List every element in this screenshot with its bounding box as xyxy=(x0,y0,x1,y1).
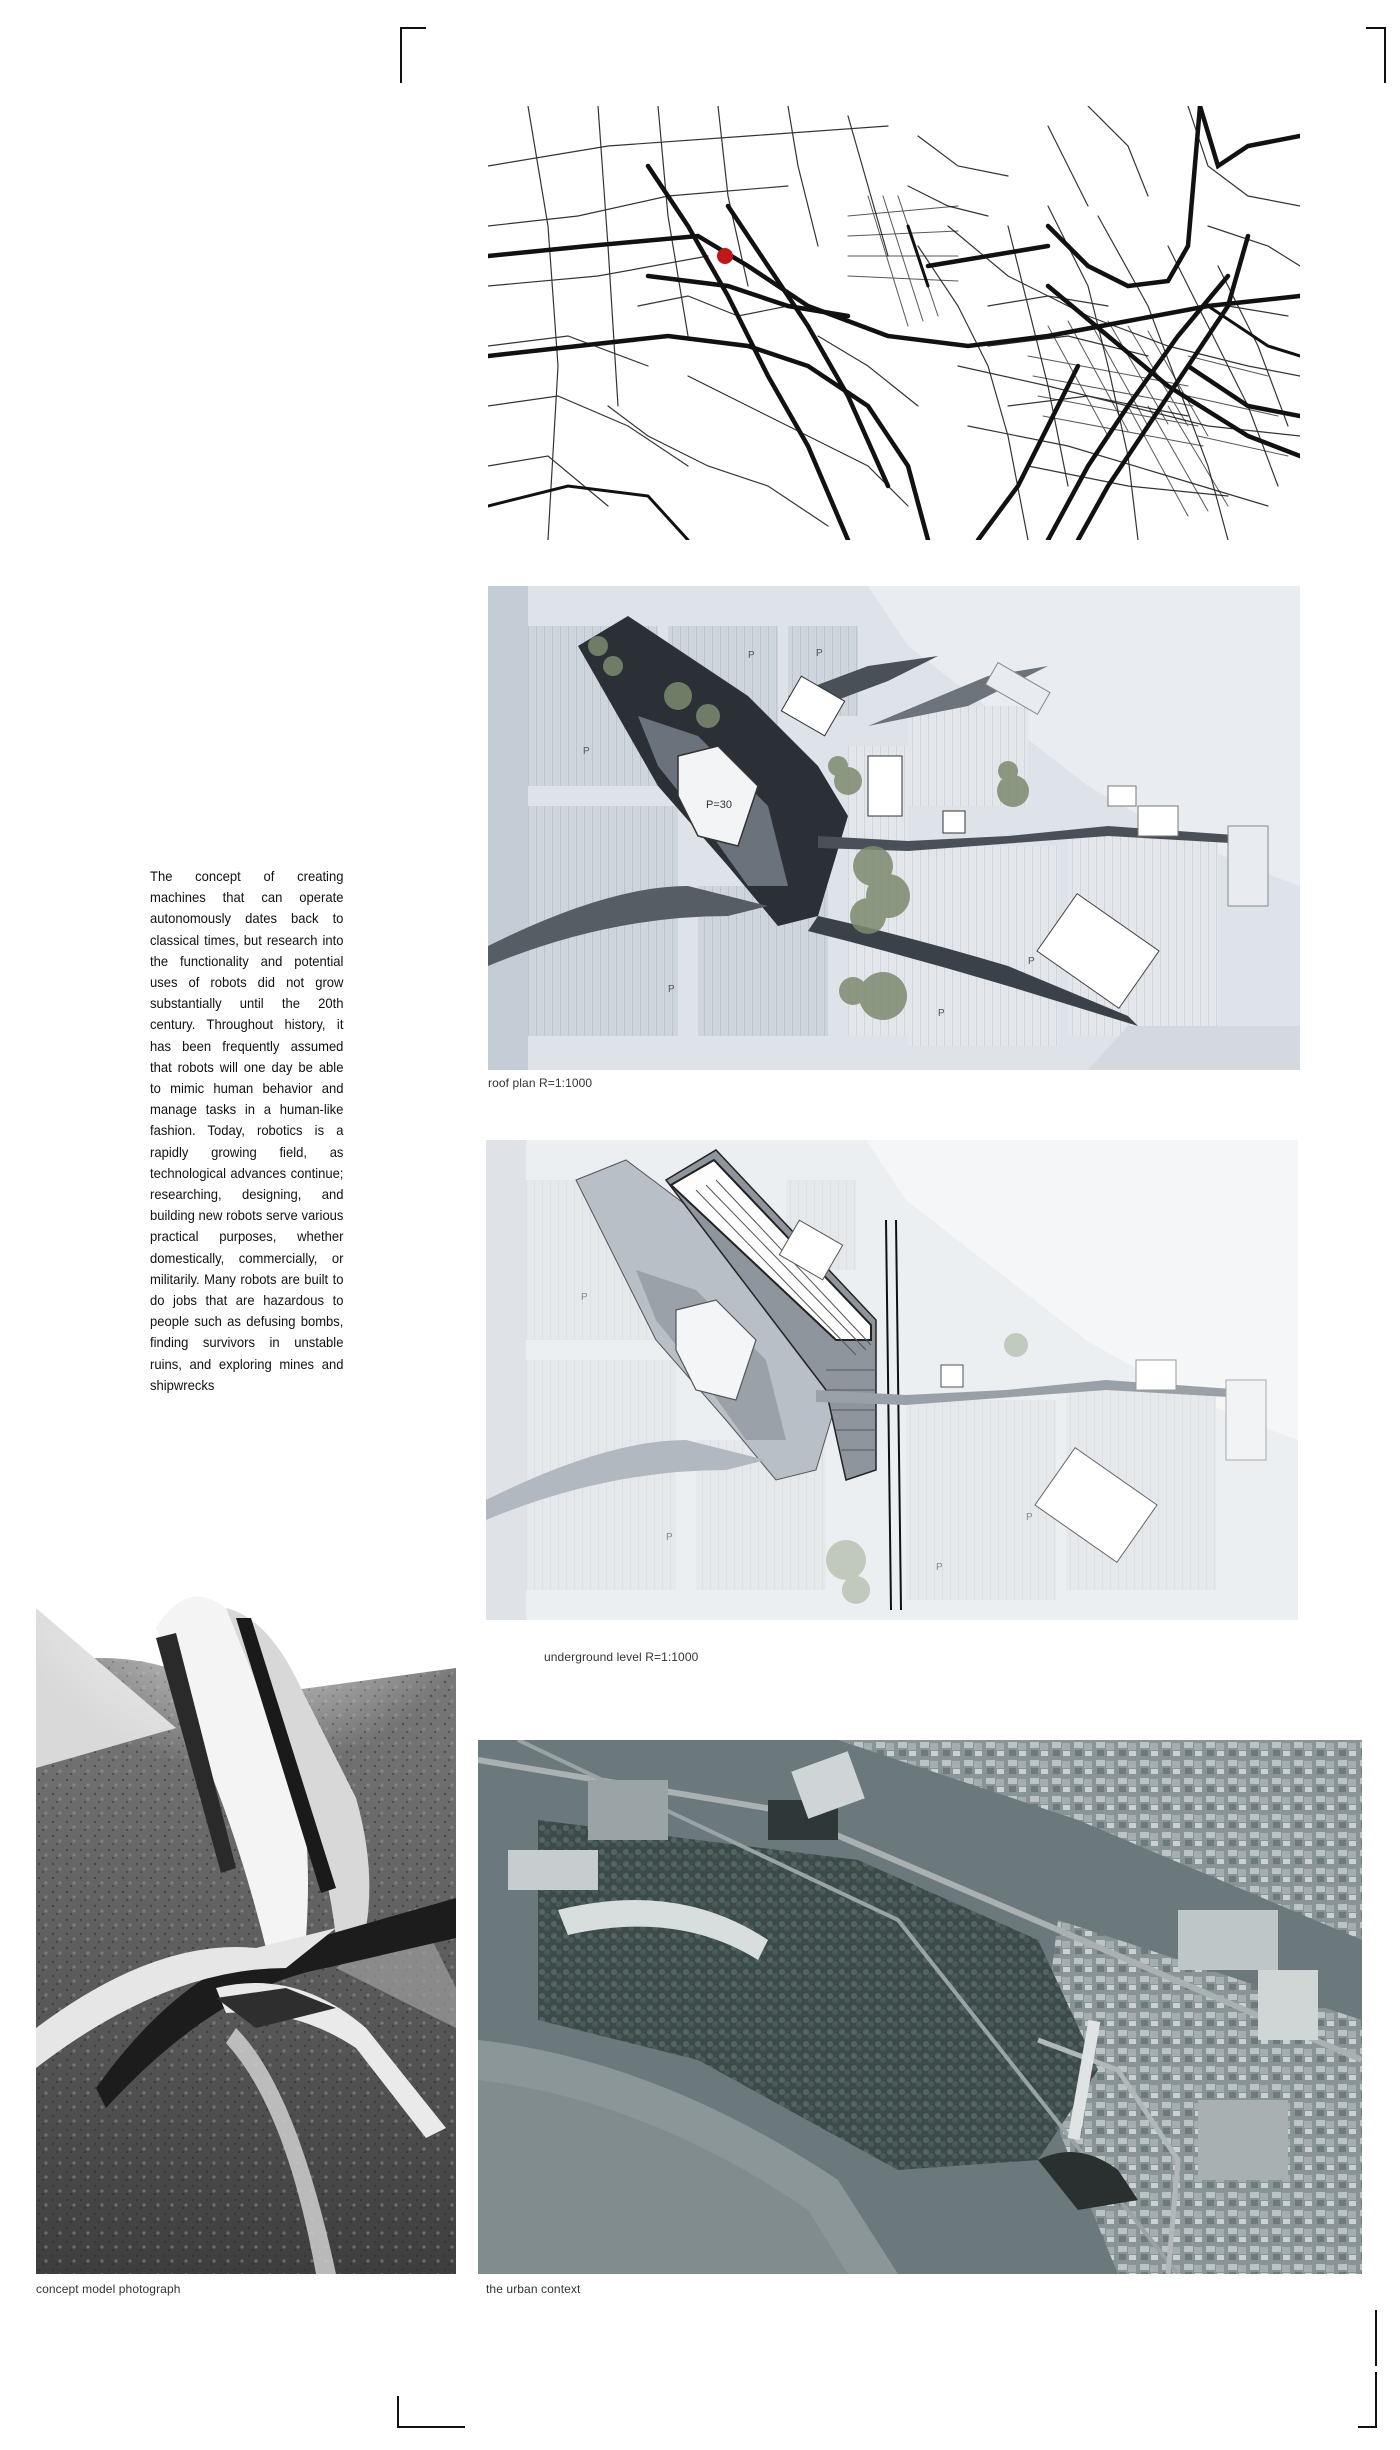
roof-plan-caption: roof plan R=1:1000 xyxy=(488,1076,593,1090)
crop-mark-bottom-right-v2 xyxy=(1375,2372,1377,2428)
parking-label-4: P xyxy=(938,1008,945,1019)
parking-label-3: P xyxy=(1028,956,1035,967)
site-marker xyxy=(717,248,733,264)
underground-level-drawing xyxy=(486,1140,1298,1620)
urban-context-aerial xyxy=(478,1740,1362,2274)
crop-mark-bottom-left-h xyxy=(397,2426,465,2428)
concept-model-photograph xyxy=(36,1468,456,2274)
underground-parking-label-3: P xyxy=(1026,1512,1033,1523)
underground-parking-label-2: P xyxy=(666,1532,673,1543)
project-description: The concept of creating machines that can operate autonomously dates back to classical times, but research into the functionality and potential uses of robots did not grow substantially until the 20th century. Throughout history, it has been frequently assumed that robots will one day be able to mimic human behavior and manage tasks in a human-like fashion. Today, robotics is a rapidly growing field, as technological advances continue; researching, designing, and building new robots serve various practical purposes, whether domestically, commercially, or militarily. Many robots are built to do jobs that are hazardous to people such as defusing bombs, finding survivors in unstable ruins, and exploring mines and shipwrecks xyxy=(150,868,344,1393)
crop-mark-top-right-v xyxy=(1384,27,1386,83)
roof-plan-drawing xyxy=(488,586,1300,1070)
underground-parking-label-1: P xyxy=(581,1292,588,1303)
crop-mark-bottom-right-h xyxy=(1358,2426,1377,2428)
crop-mark-bottom-left-v xyxy=(397,2396,399,2426)
crop-mark-top-left-h xyxy=(400,27,426,29)
city-street-map xyxy=(488,106,1300,540)
crop-mark-top-right-h xyxy=(1366,27,1386,29)
parking-label-5: P xyxy=(748,650,755,661)
underground-parking-label-4: P xyxy=(936,1562,943,1573)
underground-level-caption: underground level R=1:1000 xyxy=(544,1650,699,1664)
crop-mark-top-left-v xyxy=(400,27,402,83)
parking-label-6: P xyxy=(816,648,823,659)
parking-label-1: P xyxy=(583,746,590,757)
parking-count-label: P=30 xyxy=(706,799,732,811)
concept-model-caption: concept model photograph xyxy=(36,2282,181,2296)
crop-mark-bottom-right-v1 xyxy=(1375,2310,1377,2366)
urban-context-caption: the urban context xyxy=(486,2282,581,2296)
parking-label-2: P xyxy=(668,984,675,995)
